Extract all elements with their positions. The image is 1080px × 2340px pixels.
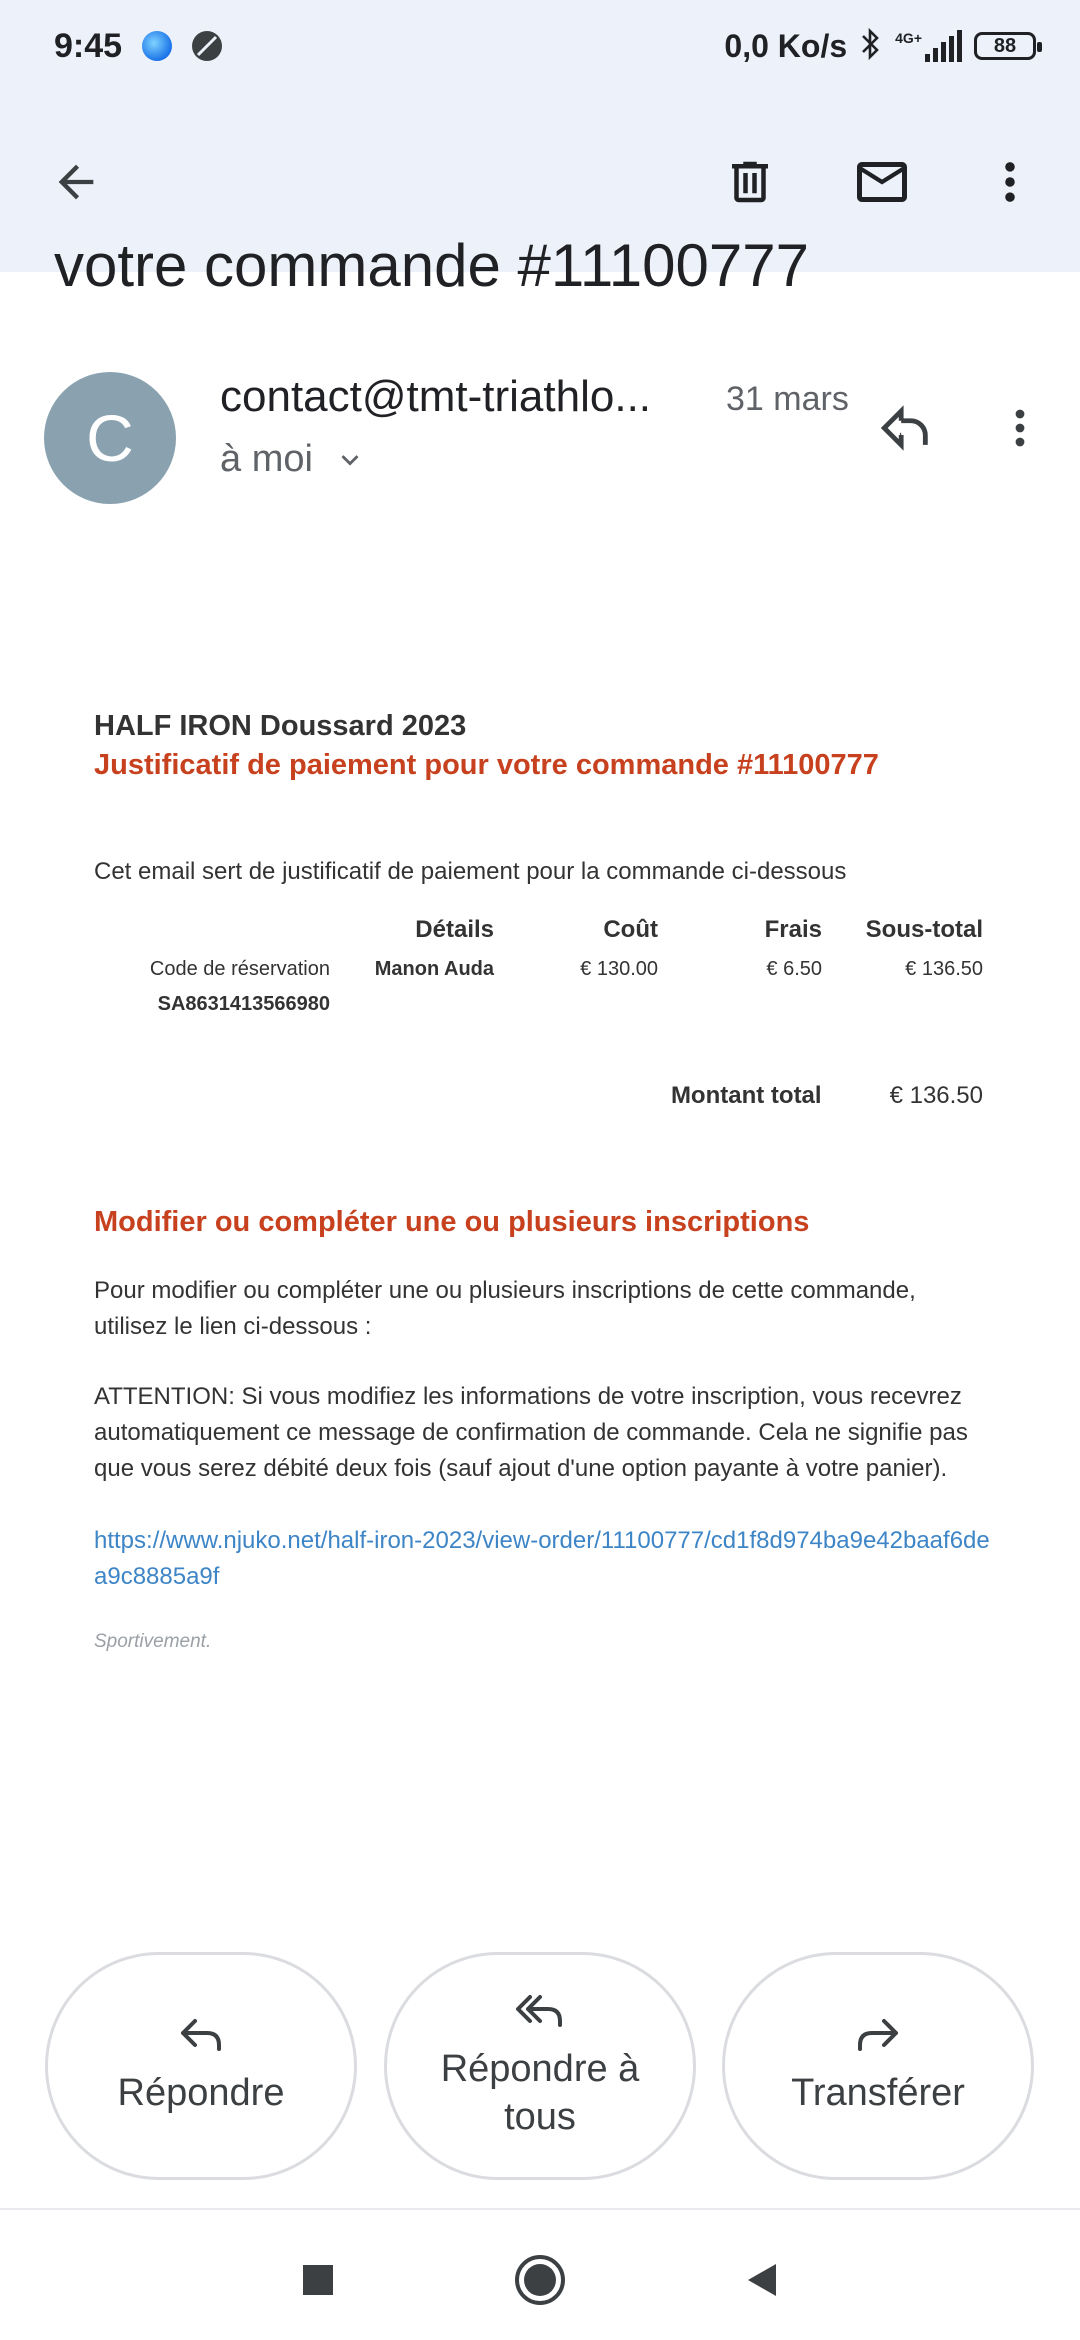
intro-text: Cet email sert de justificatif de paiement pour la commande ci-dessous [94, 858, 847, 885]
reply-action-button[interactable] [45, 1952, 357, 2180]
app-notification-icon [192, 31, 222, 61]
fees-cell: € 6.50 [766, 958, 822, 980]
email-body [94, 710, 994, 1653]
back-nav-button[interactable] [722, 2240, 802, 2320]
battery-indicator: 88 [974, 32, 1036, 60]
table-header-row [94, 916, 983, 958]
table-header: Coût [603, 916, 658, 943]
forward-action-button[interactable] [722, 1952, 1034, 2180]
order-table [94, 916, 983, 1016]
details-cell: Manon Auda [374, 958, 494, 980]
subject-text: votre commande #11100777 [54, 232, 809, 299]
total-label: Montant total [670, 1082, 822, 1109]
network-type-label: 4G+ [895, 30, 922, 46]
email-subject [54, 232, 1054, 299]
subtotal-cell: € 136.50 [905, 958, 983, 980]
receipt-title: Justificatif de paiement pour votre commande #11100777 [94, 749, 879, 781]
status-time: 9:45 [54, 26, 123, 65]
delete-button[interactable] [710, 142, 790, 222]
circle-home-icon [513, 2253, 567, 2307]
reply-label: Répondre [117, 2072, 285, 2114]
signal-icon [895, 30, 962, 62]
booking-code-value: SA8631413566980 [157, 993, 330, 1015]
message-more-button[interactable] [980, 388, 1060, 468]
table-header: Sous-total [865, 916, 983, 943]
reply-icon [177, 2015, 225, 2055]
chevron-down-icon [333, 443, 367, 477]
total-row [94, 1082, 983, 1110]
recipient-label: à moi [220, 438, 313, 480]
network-speed: 0,0 Ko/s [724, 27, 848, 64]
event-title: HALF IRON Doussard 2023 [94, 710, 467, 742]
table-row [94, 958, 983, 1016]
recipient-toggle[interactable] [220, 438, 367, 481]
trash-icon [723, 155, 777, 209]
sender-address[interactable]: contact@tmt-triathlo... [220, 372, 652, 421]
modify-title: Modifier ou compléter une ou plusieurs inscriptions [94, 1206, 810, 1238]
reply-all-icon [514, 1991, 566, 2031]
table-header: Détails [415, 916, 494, 943]
square-icon [301, 2263, 335, 2297]
mail-icon [852, 152, 912, 212]
status-bar [0, 0, 1080, 92]
more-vert-icon [984, 156, 1036, 208]
more-options-button[interactable] [970, 142, 1050, 222]
triangle-back-icon [742, 2260, 782, 2300]
more-vert-icon [996, 404, 1044, 452]
navigation-bar [0, 2210, 1080, 2340]
booking-code-cell [94, 958, 330, 1016]
avatar[interactable]: C [44, 372, 176, 504]
reply-all-label: Répondre à tous [440, 2048, 640, 2138]
forward-label: Transférer [791, 2072, 965, 2114]
signature: Sportivement. [94, 1631, 212, 1652]
order-link[interactable]: https://www.njuko.net/half-iron-2023/view-order/11100777/cd1f8d974ba9e42baaf6dea9c8885a9f [94, 1527, 990, 1590]
booking-code-label: Code de réservation [149, 958, 330, 980]
attention-text: ATTENTION: Si vous modifiez les informations de votre inscription, vous recevrez automatiquement ce message de confirmation de commande. Cela ne signifie pas que vous serez débité deux fois (sauf ajout d'une option payante à votre panier). [94, 1383, 968, 1482]
email-date: 31 mars [726, 380, 849, 418]
cost-cell: € 130.00 [580, 958, 658, 980]
table-header: Frais [764, 916, 822, 943]
back-button[interactable] [36, 142, 116, 222]
recents-button[interactable] [278, 2240, 358, 2320]
mark-unread-button[interactable] [842, 142, 922, 222]
forward-icon [854, 2015, 902, 2055]
table-header [94, 916, 330, 958]
reply-button[interactable] [866, 388, 946, 468]
reply-all-action-button[interactable] [384, 1952, 696, 2180]
arrow-left-icon [50, 156, 102, 208]
modify-text: Pour modifier ou compléter une ou plusieurs inscriptions de cette commande, utilisez le lien ci-dessous : [94, 1277, 916, 1340]
home-button[interactable] [500, 2240, 580, 2320]
browser-notification-icon [142, 31, 172, 61]
total-value: € 136.50 [889, 1082, 983, 1109]
reply-icon [877, 399, 935, 457]
bluetooth-icon [859, 26, 883, 67]
